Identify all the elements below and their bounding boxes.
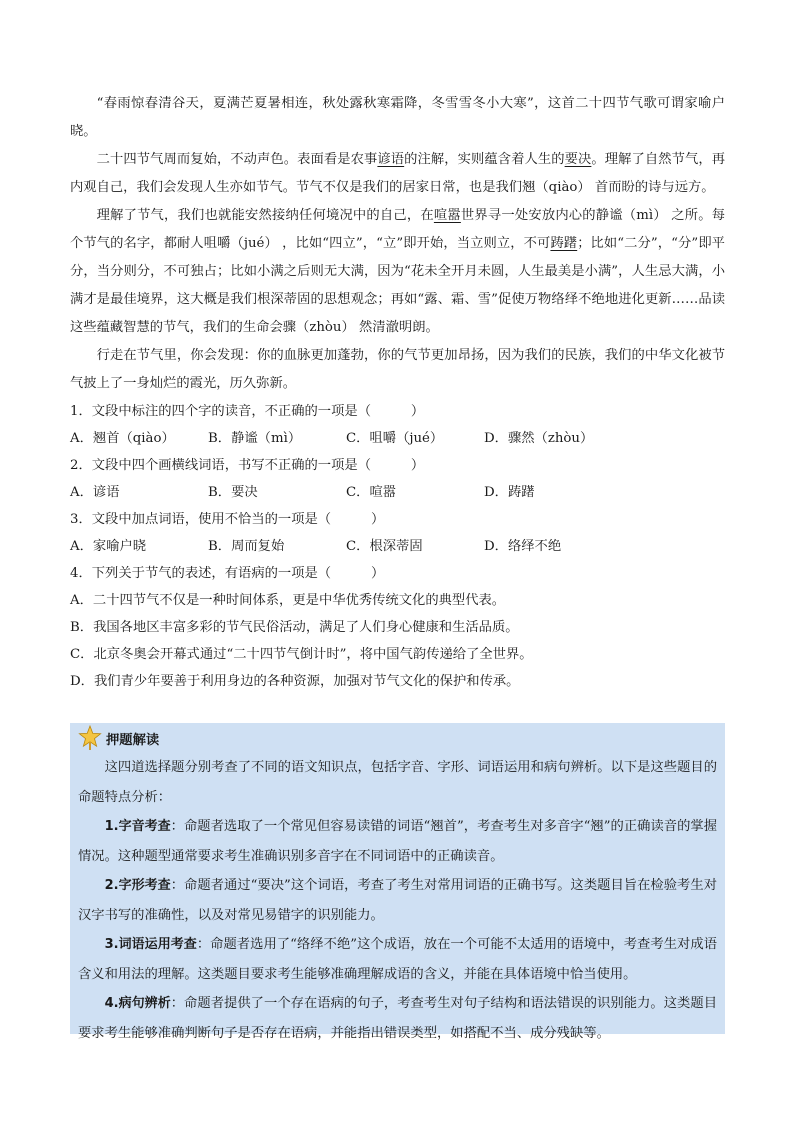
underlined-word: 谚语 (377, 152, 405, 167)
option-d[interactable]: D．骤然（zhòu） (484, 431, 594, 446)
analysis-point-2 (78, 871, 717, 930)
option-d[interactable]: D．我们青少年要善于利用身边的各种资源，加强对节气文化的保护和传承。 (70, 674, 520, 689)
question-3 (70, 506, 725, 560)
analysis-header (70, 723, 725, 753)
option-d[interactable]: D．踌躇 (484, 485, 535, 500)
passage-paragraph-2 (70, 146, 725, 202)
underlined-word: 要决 (564, 152, 592, 167)
question-options (70, 533, 725, 560)
text-run: 二十四节气周而复始，不动声色。表面看是农事 (96, 152, 378, 167)
point-label: 1.字音考查 (104, 819, 171, 834)
text-run: 理解了节气，我们也就能安然接纳任何境况中的自己，在 (96, 208, 434, 223)
option-b[interactable]: B．周而复始 (208, 539, 285, 554)
underlined-word: 喧嚣 (433, 208, 461, 223)
option-c[interactable]: C．咀嚼（jué） (346, 431, 444, 446)
analysis-intro: 这四道选择题分别考查了不同的语文知识点，包括字音、字形、词语运用和病句辨析。以下是这些题目的命题特点分析： (78, 760, 717, 805)
point-text: ：命题者选取了一个常见但容易读错的词语“翘首”，考查考生对多音字“翘”的正确读音的掌握情况。这种题型通常要求考生准确识别多音字在不同词语中的正确读音。 (78, 819, 717, 864)
analysis-point-4 (78, 989, 717, 1048)
analysis-point-1 (78, 812, 717, 871)
underlined-word: 踌躇 (550, 236, 578, 251)
text-run: 的注解，实则蕴含着人生的 (404, 152, 565, 167)
question-options (70, 479, 725, 506)
point-text: ：命题者通过“要决”这个词语，考查了考生对常用词语的正确书写。这类题目旨在检验考生对汉字书写的准确性，以及对常见易错字的识别能力。 (78, 878, 717, 923)
text-run: 。理解了自然节气，再内观自己，我们会发现人生亦如节气。节气不仅是我们的居家日常，也是我们翘（qiào） 首而盼的诗与远方。 (70, 152, 726, 195)
option-c[interactable]: C．喧嚣 (346, 485, 397, 500)
question-stem: 1．文段中标注的四个字的读音，不正确的一项是（ ） (70, 404, 425, 419)
option-c[interactable]: C．根深蒂固 (346, 539, 423, 554)
point-label: 2.字形考查 (104, 878, 171, 893)
option-c[interactable]: C．北京冬奥会开幕式通过“二十四节气倒计时”，将中国气韵传递给了全世界。 (70, 647, 533, 662)
option-b[interactable]: B．要决 (208, 485, 258, 500)
analysis-title: 押题解读 (106, 732, 160, 748)
question-2 (70, 452, 725, 506)
text-run: 世界寻一处安放内心的静谧（mì） 之所。每个节气的名字，都耐人咀嚼（jué） ，比如“四立”，“立”即开始，当立则立，不可 (70, 208, 726, 251)
question-stem: 3．文段中加点词语，使用不恰当的一项是（ ） (70, 512, 385, 527)
analysis-box (70, 723, 725, 1041)
document-page (70, 90, 725, 695)
option-a[interactable]: A．二十四节气不仅是一种时间体系，更是中华优秀传统文化的典型代表。 (70, 593, 506, 608)
question-1 (70, 398, 725, 452)
option-a[interactable]: A．翘首（qiào） (70, 431, 175, 446)
question-stem: 4．下列关于节气的表述，有语病的一项是（ ） (70, 566, 385, 581)
passage-paragraph-3 (70, 202, 725, 342)
point-label: 3.词语运用考查 (104, 937, 197, 952)
question-4 (70, 560, 725, 695)
star-icon (78, 725, 102, 751)
point-label: 4.病句辨析 (104, 996, 171, 1011)
question-stem: 2．文段中四个画横线词语，书写不正确的一项是（ ） (70, 458, 425, 473)
option-b[interactable]: B．我国各地区丰富多彩的节气民俗活动，满足了人们身心健康和生活品质。 (70, 620, 519, 635)
option-d[interactable]: D．络绎不绝 (484, 539, 562, 554)
option-b[interactable]: B．静谧（mì） (208, 431, 302, 446)
point-text: ：命题者提供了一个存在语病的句子，考查考生对句子结构和语法错误的识别能力。这类题目要求考生能够准确判断句子是否存在语病，并能指出错误类型，如搭配不当、成分残缺等。 (78, 996, 718, 1041)
option-a[interactable]: A．谚语 (70, 485, 120, 500)
analysis-point-3 (78, 930, 717, 989)
text-run: ；比如“二分”，“分”即平分，当分则分，不可独占；比如小满之后则无大满，因为“花未全开月未圆，人生最美是小满”，人生忌大满，小满才是最佳境界，这大概是我们根深蒂固的思想观念；再如“露、霜、雪”促使万物络绎不绝地进化更新……品读这些蕴藏智慧的节气，我们的生命会骤（zhòu） 然清澈明朗。 (70, 236, 725, 335)
passage-paragraph-1: “春雨惊春清谷天，夏满芒夏暑相连，秋处露秋寒霜降，冬雪雪冬小大寒”，这首二十四节气歌可谓家喻户晓。 (70, 96, 725, 139)
point-text: ：命题者选用了“络绎不绝”这个成语，放在一个可能不太适用的语境中，考查考生对成语含义和用法的理解。这类题目要求考生能够准确理解成语的含义，并能在具体语境中恰当使用。 (78, 937, 717, 982)
option-a[interactable]: A．家喻户晓 (70, 539, 147, 554)
question-options (70, 425, 725, 452)
passage-paragraph-4: 行走在节气里，你会发现：你的血脉更加蓬勃，你的气节更加昂扬，因为我们的民族，我们的中华文化被节气披上了一身灿烂的霞光，历久弥新。 (70, 348, 725, 391)
